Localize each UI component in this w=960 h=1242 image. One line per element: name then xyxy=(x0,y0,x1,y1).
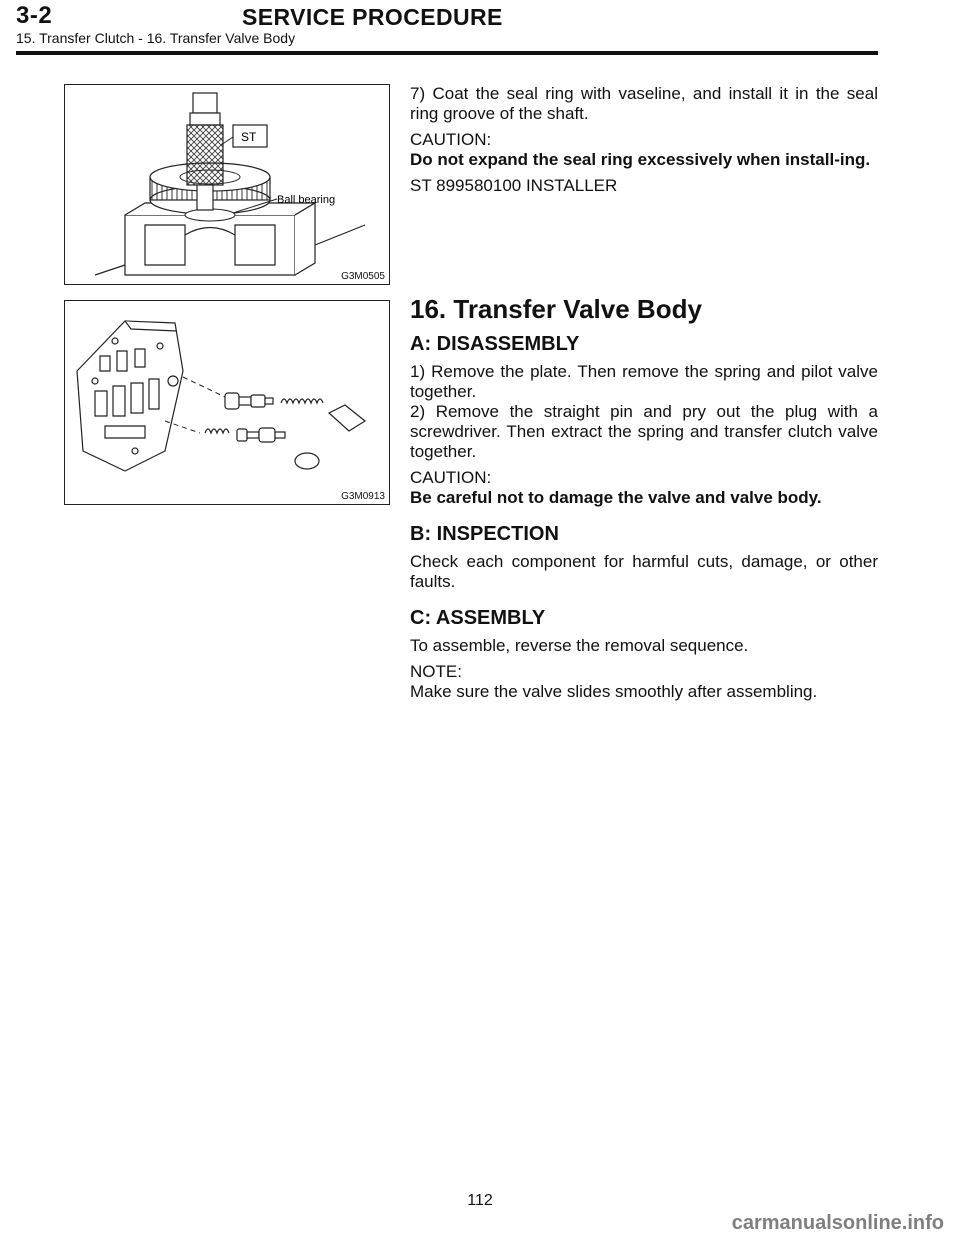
step7-block xyxy=(410,84,878,196)
section-16 xyxy=(410,294,878,702)
assembly-note-text: Make sure the valve slides smoothly after assembling. xyxy=(410,682,818,701)
page-title: SERVICE PROCEDURE xyxy=(242,4,503,30)
installer-illustration xyxy=(65,85,389,284)
assembly-note-label: NOTE: xyxy=(410,662,462,681)
valve-body-illustration xyxy=(65,301,389,504)
step7-caution-label: CAUTION: xyxy=(410,130,492,149)
step7-text: 7) Coat the seal ring with vaseline, and install it in the seal ring groove of the shaft. xyxy=(410,84,878,123)
disassembly-step2: 2) Remove the straight pin and pry out the plug with a screwdriver. Then extract the spring and transfer clutch valve together. xyxy=(410,402,878,461)
figure-id: G3M0505 xyxy=(341,271,385,282)
figure-id: G3M0913 xyxy=(341,491,385,502)
disassembly-caution-text: Be careful not to damage the valve and valve body. xyxy=(410,488,822,507)
disassembly-step1: 1) Remove the plate. Then remove the spring and pilot valve together. xyxy=(410,362,878,401)
section-number: 3-2 xyxy=(16,2,53,29)
disassembly-caution-label: CAUTION: xyxy=(410,468,492,487)
disassembly-heading: A: DISASSEMBLY xyxy=(410,333,580,355)
page-number: 112 xyxy=(467,1192,493,1209)
step7-tool: ST 899580100 INSTALLER xyxy=(410,176,618,195)
label-st: ST xyxy=(241,130,257,144)
header-rule xyxy=(16,51,878,55)
inspection-heading: B: INSPECTION xyxy=(410,523,559,545)
assembly-text: To assemble, reverse the removal sequence. xyxy=(410,636,749,655)
section-16-title: 16. Transfer Valve Body xyxy=(410,294,702,324)
label-ball-bearing: Ball bearing xyxy=(277,194,336,206)
figure-installer xyxy=(64,84,390,285)
page-subtitle: 15. Transfer Clutch - 16. Transfer Valve Body xyxy=(16,30,296,46)
assembly-heading: C: ASSEMBLY xyxy=(410,607,546,629)
inspection-text: Check each component for harmful cuts, damage, or other faults. xyxy=(410,552,878,591)
watermark: carmanualsonline.info xyxy=(731,1212,944,1234)
step7-caution-text: Do not expand the seal ring excessively when install-ing. xyxy=(410,150,871,169)
figure-valve-body xyxy=(64,300,390,505)
